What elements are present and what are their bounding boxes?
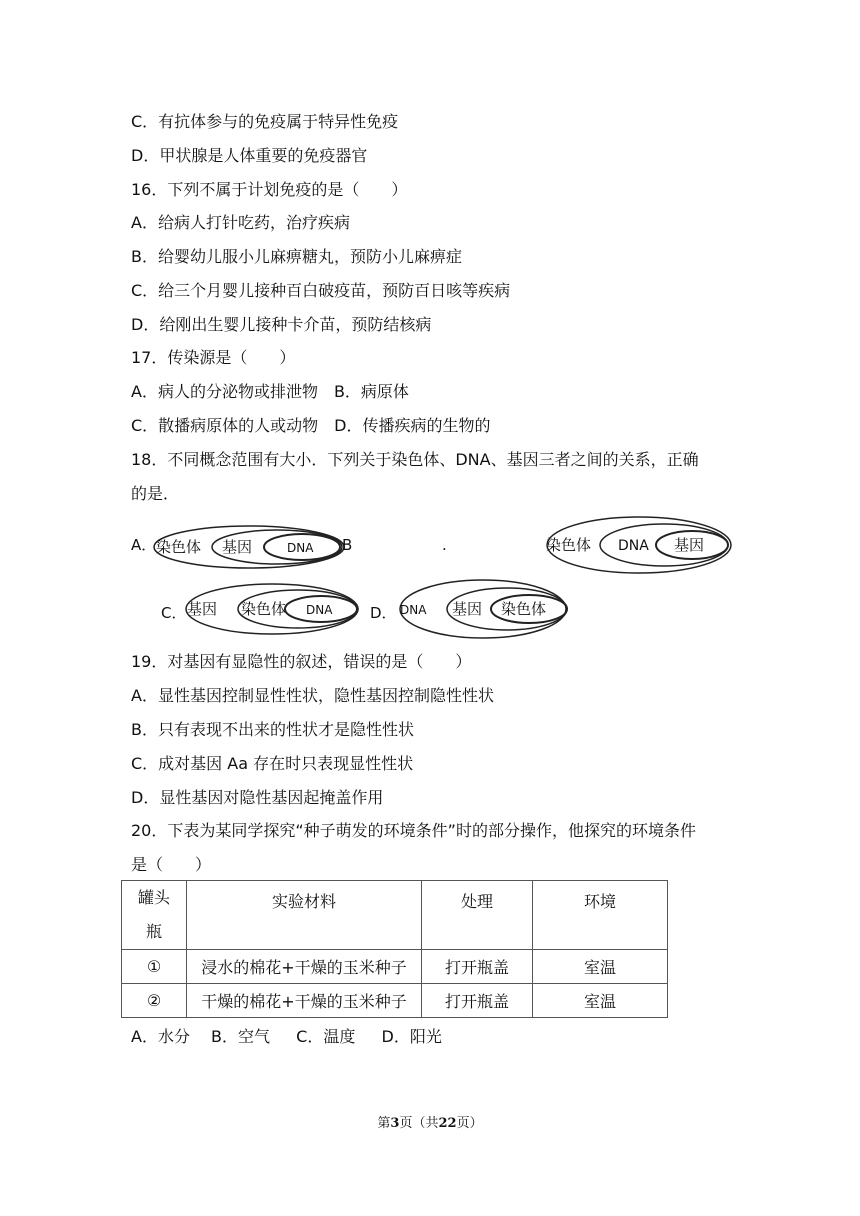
option-15c: C．有抗体参与的免疫属于特异性免疫 [131,112,399,131]
option-16d: D．给刚出生婴儿接种卡介苗，预防结核病 [131,315,432,334]
diagram-b [542,514,734,576]
diagram-a-option: A． [131,536,157,554]
question-18: 18．不同概念范围有大小．下列关于染色体、DNA、基因三者之间的关系，正确 [131,450,699,469]
table-row [122,950,668,984]
option-16c: C．给三个月婴儿接种百白破疫苗，预防百日咳等疾病 [131,281,511,300]
option-16b: B．给婴幼儿服小儿麻痹糖丸，预防小儿麻痹症 [131,247,462,266]
diagram-d-outer: DNA [400,603,427,617]
diagram-c-option: C． [161,604,187,622]
question-20: 20．下表为某同学探究“种子萌发的环境条件”时的部分操作，他探究的环境条件 [131,821,696,840]
page-footer: 第3页（共22页） [377,1116,483,1131]
table-header-treatment: 处理 [422,881,533,950]
table-row [122,984,668,1018]
diagram-d [397,577,569,641]
question-17: 17．传染源是（ ） [131,348,296,367]
diagram-c-outer: 基因 [187,600,218,618]
table-cell: 打开瓶盖 [422,950,533,984]
diagram-d-inner: 染色体 [501,600,547,618]
diagram-d-option: D． [370,604,397,622]
diagram-c [183,581,361,637]
diagram-a-outer: 染色体 [156,538,202,556]
table-cell: 浸水的棉花+干燥的玉米种子 [187,950,422,984]
options-17cd: C．散播病原体的人或动物 D．传播疾病的生物的 [131,416,491,435]
table-header-material: 实验材料 [187,881,422,950]
question-18-cont: 的是． [131,484,180,503]
experiment-table [121,880,668,1018]
diagram-a-inner: DNA [287,541,314,555]
diagram-b-option: B [342,536,353,554]
table-header-environment: 环境 [533,881,668,950]
table-cell: 打开瓶盖 [422,984,533,1018]
question-20-cont: 是（ ） [131,855,212,874]
diagram-d-middle: 基因 [452,600,483,618]
table-cell: ① [122,950,187,984]
diagram-b-inner: 基因 [674,536,705,554]
diagram-c-middle: 染色体 [241,600,287,618]
option-19d: D．显性基因对隐性基因起掩盖作用 [131,788,384,807]
diagram-b-outer: 染色体 [546,536,592,554]
question-16: 16．下列不属于计划免疫的是（ ） [131,180,408,199]
table-header-jar: 罐头瓶 [122,881,187,950]
diagram-a [152,523,352,571]
diagram-c-inner: DNA [306,603,333,617]
diagram-a-middle: 基因 [222,538,253,556]
option-19b: B．只有表现不出来的性状才是隐性性状 [131,720,414,739]
question-19: 19．对基因有显隐性的叙述，错误的是（ ） [131,652,472,671]
table-cell: 干燥的棉花+干燥的玉米种子 [187,984,422,1018]
table-header-row [122,881,668,950]
diagram-b-dot: . [442,536,447,554]
diagram-b-middle: DNA [618,538,649,554]
option-19a: A．显性基因控制显性性状，隐性基因控制隐性性状 [131,686,494,705]
option-19c: C．成对基因 Aa 存在时只表现显性性状 [131,754,414,773]
option-15d: D．甲状腺是人体重要的免疫器官 [131,146,368,165]
option-16a: A．给病人打针吃药，治疗疾病 [131,213,350,232]
table-cell: 室温 [533,984,668,1018]
options-17ab: A．病人的分泌物或排泄物 B．病原体 [131,382,409,401]
table-cell: 室温 [533,950,668,984]
options-20: A．水分 B．空气 C．温度 D．阳光 [131,1027,442,1046]
table-cell: ② [122,984,187,1018]
